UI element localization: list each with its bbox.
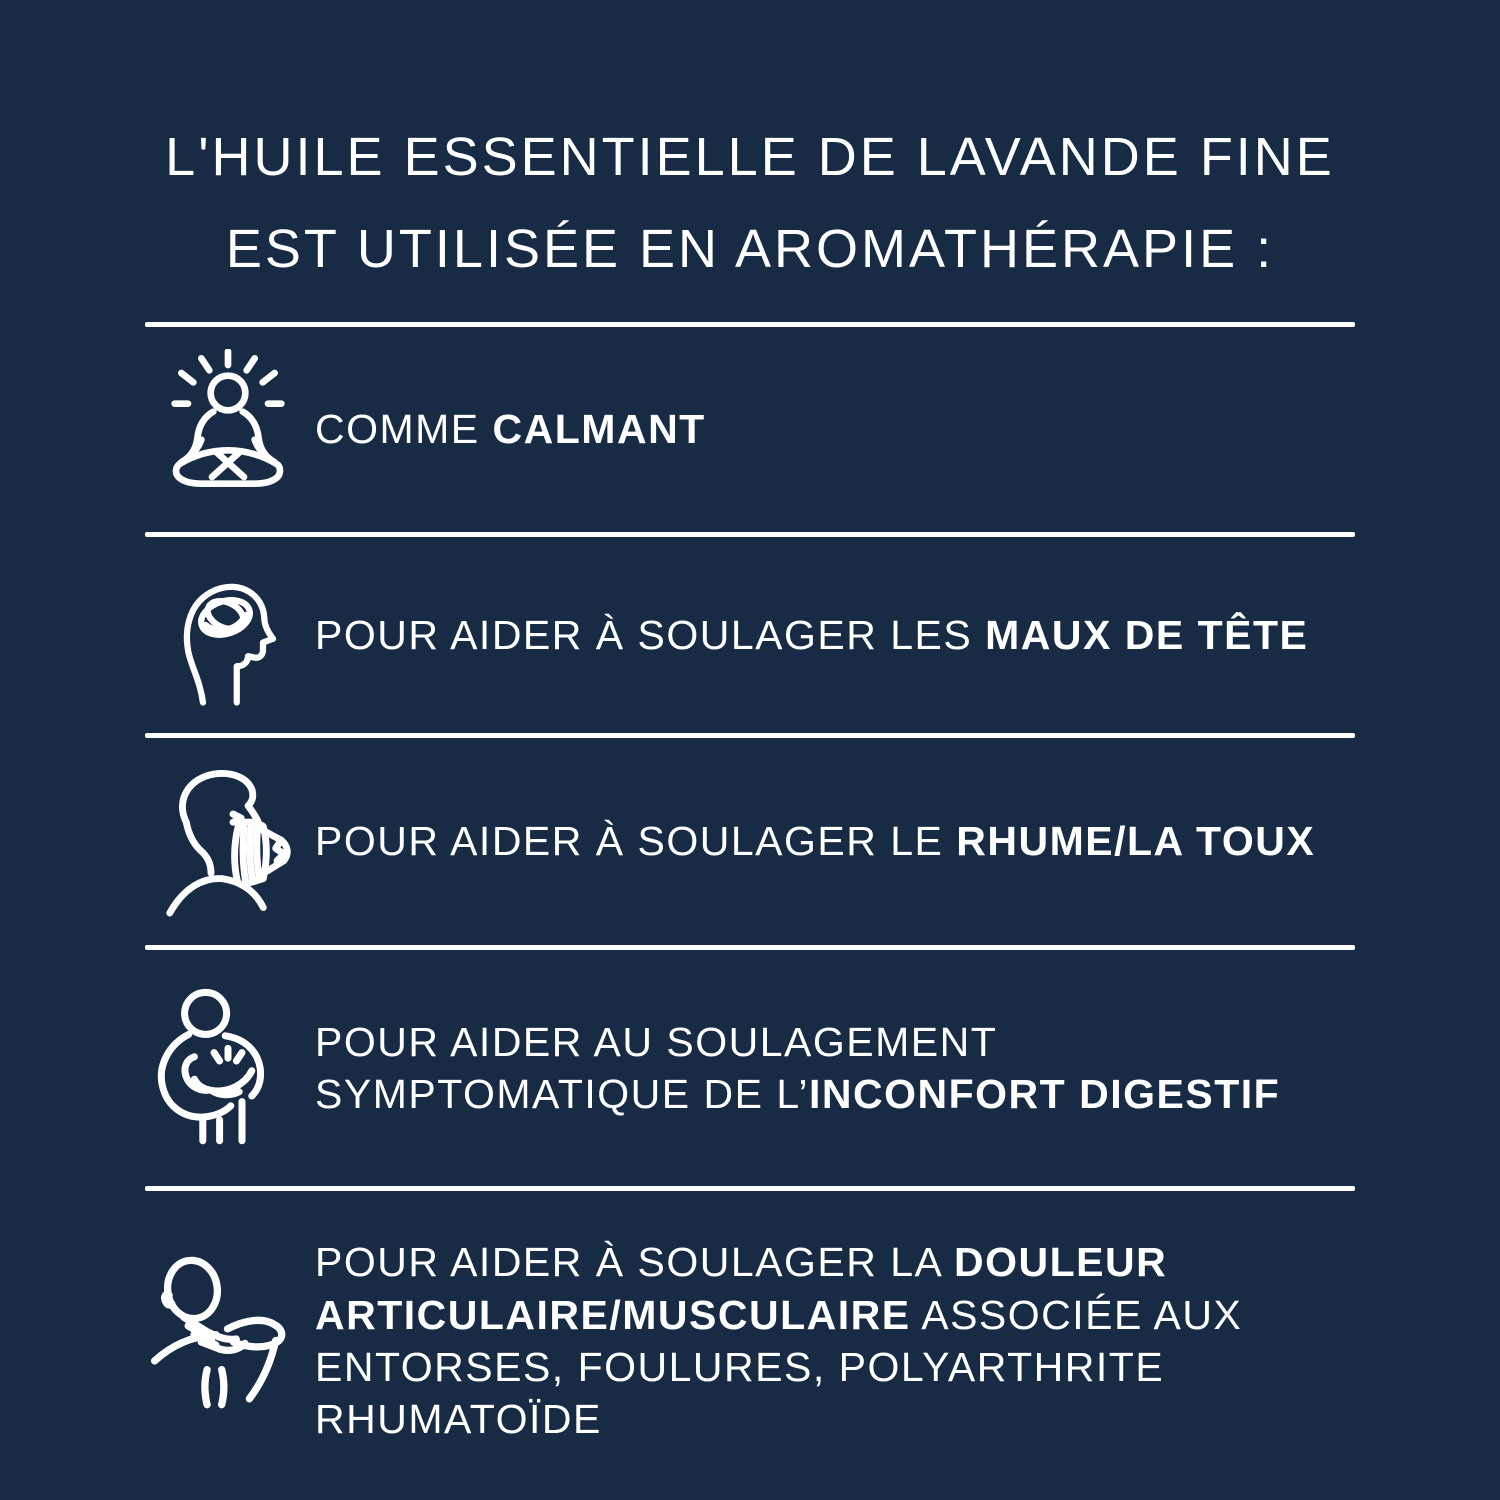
neck-pain-icon bbox=[140, 1253, 315, 1428]
benefit-row bbox=[0, 738, 1500, 945]
benefit-row bbox=[0, 950, 1500, 1186]
benefit-text: POUR AIDER À SOULAGER LES MAUX DE TÊTE bbox=[315, 611, 1309, 658]
benefit-text: POUR AIDER À SOULAGER LE RHUME/LA TOUX bbox=[315, 818, 1316, 865]
benefit-section-maux-de-tete bbox=[0, 532, 1500, 733]
benefit-section-calmant bbox=[0, 322, 1500, 532]
sneezing-man-icon bbox=[140, 759, 315, 924]
benefit-text: POUR AIDER AU SOULAGEMENT SYMPTOMATIQUE DE L’INCONFORT DIGESTIF bbox=[315, 1018, 1281, 1117]
benefit-section-inconfort-digestif bbox=[0, 945, 1500, 1186]
benefit-section-douleur-articulaire bbox=[0, 1186, 1500, 1491]
stomach-discomfort-icon bbox=[140, 984, 315, 1152]
benefit-section-rhume-toux bbox=[0, 733, 1500, 945]
benefit-row bbox=[0, 327, 1500, 532]
benefit-row bbox=[0, 537, 1500, 733]
meditation-person-icon bbox=[140, 349, 315, 509]
benefit-text: POUR AIDER À SOULAGER LA DOULEUR ARTICULAIRE/MUSCULAIRE ASSOCIÉE AUX ENTORSES, FOULURES, POLYARTHRITE RHUMATOÏDE bbox=[315, 1239, 1243, 1442]
page-title: L'HUILE ESSENTIELLE DE LAVANDE FINE EST UTILISÉE EN AROMATHÉRAPIE : bbox=[165, 127, 1335, 279]
benefit-row bbox=[0, 1191, 1500, 1491]
headache-head-icon bbox=[140, 560, 315, 710]
benefit-text: COMME CALMANT bbox=[315, 406, 706, 453]
